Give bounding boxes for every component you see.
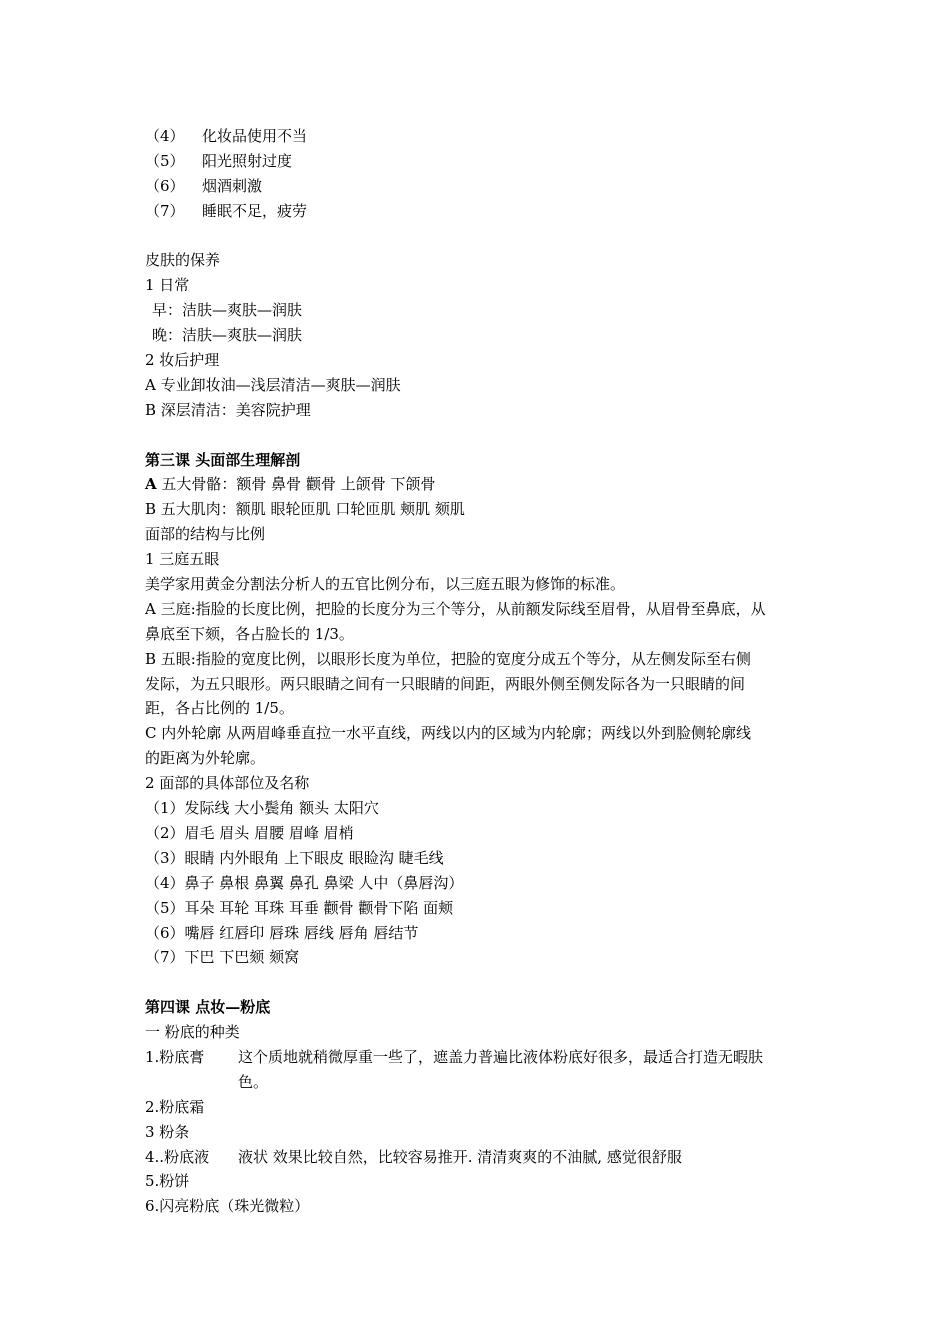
item-continuation: 色。	[238, 1072, 269, 1091]
label-a: A	[145, 475, 157, 494]
section-heading: 皮肤的保养	[145, 251, 221, 270]
item-text: 液状 效果比较自然，比较容易推开. 清清爽爽的不油腻, 感觉很舒服	[238, 1147, 682, 1166]
paragraph-line: B 五眼:指脸的宽度比例，以眼形长度为单位，把脸的宽度分成五个等分，从左侧发际至右侧	[145, 649, 751, 668]
cause-item	[145, 174, 810, 199]
paragraph-line: 距，各占比例的 1/5。	[145, 699, 294, 718]
lesson-title: 第四课 点妆—粉底	[145, 998, 271, 1017]
subheading: 1 日常	[145, 276, 190, 295]
list-item: （7）下巴 下巴颏 颏窝	[145, 948, 300, 967]
list-item	[145, 1145, 810, 1170]
subheading: 一 粉底的种类	[145, 1023, 240, 1042]
cause-text: 化妆品使用不当	[202, 127, 308, 145]
list-item: 6.闪亮粉底（珠光微粒）	[145, 1197, 310, 1216]
paragraph-line: 美学家用黄金分割法分析人的五官比例分布，以三庭五眼为修饰的标准。	[145, 575, 626, 594]
paragraph-line: 鼻底至下颏，各占脸长的 1/3。	[145, 624, 354, 643]
list-item: 5.粉饼	[145, 1172, 190, 1191]
list-item: 2.粉底霜	[145, 1097, 205, 1116]
routine-line: B 深层清洁：美容院护理	[145, 400, 311, 419]
cause-item	[145, 149, 810, 174]
spacer	[145, 224, 810, 249]
list-item: （1）发际线 大小鬓角 额头 太阳穴	[145, 799, 379, 818]
item-label: 4..粉底液	[145, 1147, 210, 1166]
paragraph-line: C 内外轮廓 从两眉峰垂直拉一水平直线，两线以内的区域为内轮廓；两线以外到脸侧轮廓线	[145, 724, 752, 743]
cause-number: （5）	[145, 151, 185, 170]
list-item: 3 粉条	[145, 1122, 190, 1141]
cause-item	[145, 124, 810, 149]
list-item: （6）嘴唇 红唇印 唇珠 唇线 唇角 唇结节	[145, 923, 419, 942]
spacer	[145, 423, 810, 448]
cause-text: 阳光照射过度	[202, 151, 293, 170]
cause-text: 烟酒刺激	[202, 176, 263, 195]
item-label: 1.粉底膏	[145, 1047, 205, 1066]
subheading: 2 面部的具体部位及名称	[145, 774, 310, 793]
cause-number: （4）	[145, 127, 185, 145]
paragraph-line: B 五大肌肉：额肌 眼轮匝肌 口轮匝肌 颊肌 颏肌	[145, 500, 465, 519]
document-page	[145, 124, 810, 1219]
list-item: （5）耳朵 耳轮 耳珠 耳垂 颧骨 颧骨下陷 面颊	[145, 898, 454, 917]
list-item	[145, 1045, 810, 1070]
list-item: （4）鼻子 鼻根 鼻翼 鼻孔 鼻梁 人中（鼻唇沟）	[145, 873, 464, 892]
bones-text: 五大骨骼：额骨 鼻骨 颧骨 上颌骨 下颌骨	[156, 475, 436, 494]
cause-number: （6）	[145, 176, 185, 195]
cause-number: （7）	[145, 201, 185, 220]
paragraph-line	[145, 472, 810, 497]
routine-line: 晚：洁肤—爽肤—润肤	[152, 326, 303, 345]
item-text: 这个质地就稍微厚重一些了，遮盖力普遍比液体粉底好很多，最适合打造无暇肤	[238, 1047, 764, 1066]
list-item: （3）眼睛 内外眼角 上下眼皮 眼睑沟 睫毛线	[145, 848, 444, 867]
lesson-title: 第三课 头面部生理解剖	[145, 450, 301, 469]
subheading: 2 妆后护理	[145, 351, 220, 370]
routine-line: A 专业卸妆油—浅层清洁—爽肤—润肤	[145, 375, 401, 394]
subheading: 1 三庭五眼	[145, 550, 220, 569]
paragraph-line: A 三庭:指脸的长度比例，把脸的长度分为三个等分，从前额发际线至眉骨，从眉骨至鼻底，从	[145, 599, 766, 618]
routine-line: 早：洁肤—爽肤—润肤	[152, 301, 303, 320]
cause-item	[145, 199, 810, 224]
list-item: （2）眉毛 眉头 眉腰 眉峰 眉梢	[145, 823, 354, 842]
paragraph-line: 发际，为五只眼形。两只眼睛之间有一只眼睛的间距，两眼外侧至侧发际各为一只眼睛的间	[145, 674, 746, 693]
paragraph-line: 的距离为外轮廓。	[145, 749, 266, 768]
paragraph-line: 面部的结构与比例	[145, 525, 266, 544]
cause-text: 睡眠不足，疲劳	[202, 201, 308, 220]
spacer	[145, 970, 810, 995]
